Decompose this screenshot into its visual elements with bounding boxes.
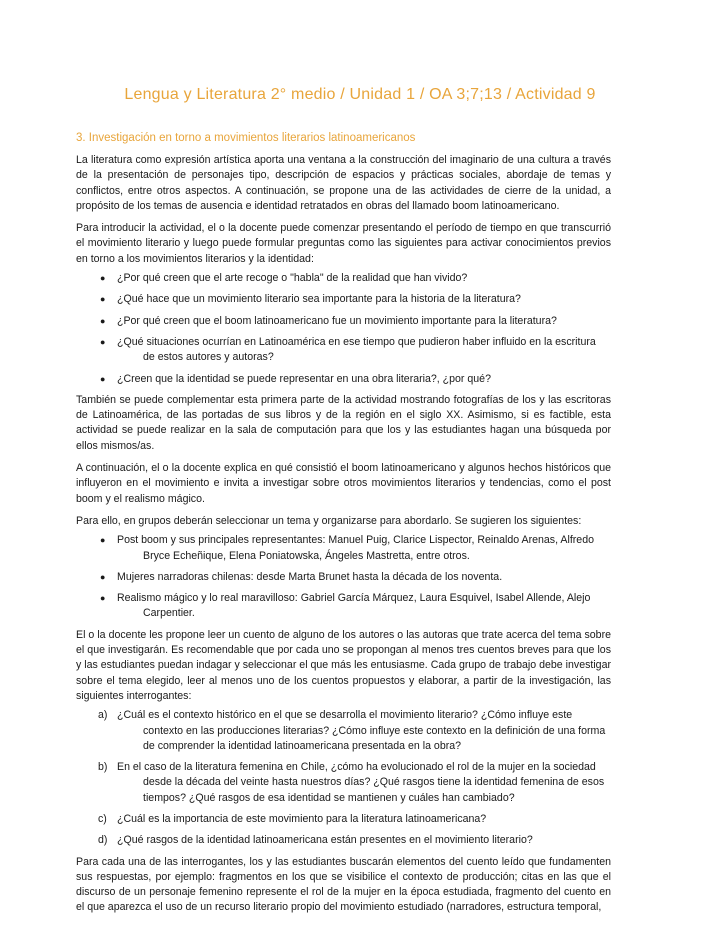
paragraph-intro: La literatura como expresión artística aporta una ventana a la construcción del imaginario de una cultura a través de la presentación de personajes tipo, descripción de espacios y prácticas sociales, abordaje de temas y conflictos, entre otros aspectos. A continuación, se propone una de las actividades de cierre de la unidad, a propósito de los temas de ausencia e identidad retratados en obras del llamado boom latinoamericano. bbox=[76, 154, 611, 212]
bullet-icon: ● bbox=[100, 273, 106, 284]
document-body bbox=[76, 153, 611, 923]
paragraph-activity-intro: Para introducir la actividad, el o la docente puede comenzar presentando el período de tiempo en que transcurrió el movimiento literario y luego puede formular preguntas como las siguientes para activar conocimientos previos en torno a los movimientos literarios y la identidad: bbox=[76, 222, 611, 265]
bullet-icon: ● bbox=[100, 315, 106, 326]
bullet-icon: ● bbox=[100, 593, 106, 604]
list-item: ● ¿Qué situaciones ocurrían en Latinoamérica en ese tiempo que pudieron haber influido en la escritura de estos autores y autoras? bbox=[100, 335, 596, 364]
bullet-icon: ● bbox=[100, 373, 106, 384]
section-heading: 3. Investigación en torno a movimientos literarios latinoamericanos bbox=[76, 132, 416, 144]
list-item: ● ¿Qué hace que un movimiento literario sea importante para la historia de la literatura? bbox=[76, 292, 611, 307]
inquiry-list bbox=[76, 708, 611, 848]
paragraph-reading: El o la docente les propone leer un cuento de alguno de los autores o las autoras que trate acerca del tema sobre el que investigarán. Es recomendable que por cada uno se propongan al menos tres cuentos breves para que los y las estudiantes puedan indagar y seleccionar el que más les entusiasme. Cada grupo de trabajo debe investigar sobre el tema elegido, leer al menos uno de los cuentos propuestos y elaborar, a partir de la investigación, las siguientes interrogantes: bbox=[76, 628, 611, 702]
bullet-icon: ● bbox=[100, 535, 106, 546]
paragraph-boom: A continuación, el o la docente explica en qué consistió el boom latinoamericano y algunos hechos históricos que influyeron en el movimiento e invita a investigar sobre otros movimientos literarios y tendencias, como el post boom y el realismo mágico. bbox=[76, 462, 611, 505]
topic-list bbox=[76, 533, 611, 621]
list-item: c) ¿Cuál es la importancia de este movimiento para la literatura latinoamericana? bbox=[98, 812, 487, 825]
list-item: ● ¿Por qué creen que el arte recoge o "habla" de la realidad que han vivido? bbox=[76, 271, 611, 286]
list-item: b) En el caso de la literatura femenina en Chile, ¿cómo ha evolucionado el rol de la mujer en la sociedad desde la década del veinte hasta nuestros días? ¿Qué rasgos tiene la identidad femenina de esos tiempos? ¿Qué rasgos de esa identidad se mantienen y cuáles han cambiado? bbox=[98, 761, 605, 804]
list-item: ● Mujeres narradoras chilenas: desde Marta Brunet hasta la década de los noventa. bbox=[76, 570, 611, 585]
list-item: ● Post boom y sus principales representantes: Manuel Puig, Clarice Lispector, Reinaldo Arenas, Alfredo Bryce Echeñique, Elena Poniatowska, Ángeles Mastretta, entre otros. bbox=[100, 534, 594, 562]
list-item: ● ¿Creen que la identidad se puede representar en una obra literaria?, ¿por qué? bbox=[76, 372, 611, 387]
question-list bbox=[76, 271, 611, 387]
list-item: ● Realismo mágico y lo real maravilloso: Gabriel García Márquez, Laura Esquivel, Isabel Allende, Alejo Carpentier. bbox=[100, 592, 591, 620]
paragraph-evidence: Para cada una de las interrogantes, los y las estudiantes buscarán elementos del cuento leído que fundamenten sus respuestas, por ejemplo: fragmentos en los que se visibilice el contexto de producción; citas en las que el discurso de un personaje femenino represente el rol de la mujer en la época estudiada, fragmento del cuento en el que aparezca el uso de un recurso literario propio del movimiento estudiado (narradores, estructura temporal, bbox=[76, 855, 611, 914]
paragraph-groups: Para ello, en grupos deberán seleccionar un tema y organizarse para abordarlo. Se sugieren los siguientes: bbox=[76, 514, 582, 527]
list-item: ● ¿Por qué creen que el boom latinoamericano fue un movimiento importante para la literatura? bbox=[76, 314, 611, 329]
bullet-icon: ● bbox=[100, 336, 106, 347]
bullet-icon: ● bbox=[100, 571, 106, 582]
list-item: d) ¿Qué rasgos de la identidad latinoamericana están presentes en el movimiento literario? bbox=[98, 834, 533, 847]
paragraph-complement: También se puede complementar esta primera parte de la actividad mostrando fotografías de los y las escritoras de Latinoamérica, de las portadas de sus libros y de la región en el siglo XX. Asimismo, si es factible, esta actividad se puede realizar en la sala de computación para que los y las estudiantes hagan una búsqueda por ellos mismos/as. bbox=[76, 393, 611, 452]
list-item: a) ¿Cuál es el contexto histórico en el que se desarrolla el movimiento literario? ¿Cómo influye este contexto en las producciones literarias? ¿Cómo influye este contexto en la definición de una forma de comprender la identidad latinoamericana presentada en la obra? bbox=[98, 709, 606, 752]
page-title: Lengua y Literatura 2° medio / Unidad 1 / OA 3;7;13 / Actividad 9 bbox=[124, 86, 596, 103]
bullet-icon: ● bbox=[100, 294, 106, 305]
